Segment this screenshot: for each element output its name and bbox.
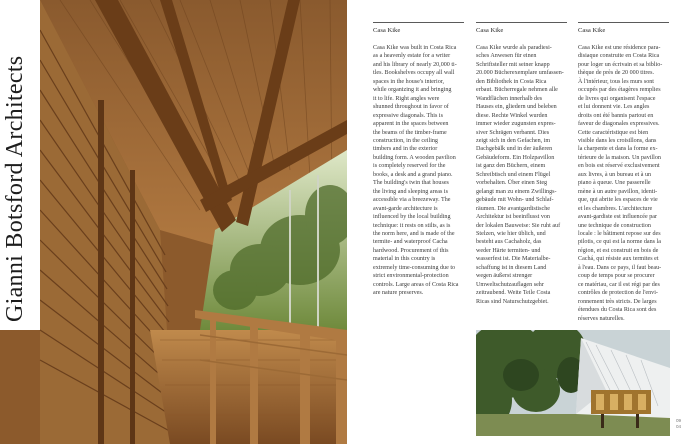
column-english <box>373 22 464 298</box>
column-heading: Casa Kike <box>373 27 401 34</box>
column-body: Casa Kike was built in Costa Rica as a heavenly estate for a writer and his library of nearly 20,000 ti- tles. Bookshelves occupy all wall spaces in the house's interior, while organizing it and bringing it to life. Right angles were shunned throughout in favor of expressive diagonals. This is apparent in the spaces between the beams of the timber-frame construction, in the ceiling timbers and in the exterior building form. A wooden pavilion is completely reserved for the books, a desk and a grand piano. The building's twin that houses the living and sleeping areas is accessible via a breezeway. The avant-garde architecture is influenced by the local building technique: it rests on stilts, as is the norm here, and is made of the termite- and waterproof Cacha hardwood. Procurement of this material in this country is extremely time-consuming due to strict environmental-protection controls. Large areas of Costa Rica are nature preserves. <box>373 45 459 297</box>
column-french <box>578 22 669 323</box>
text-page <box>347 0 694 444</box>
folio-line-1: 09 <box>676 418 682 423</box>
column-rule <box>476 22 567 23</box>
column-german <box>476 22 567 306</box>
column-heading: Casa Kike <box>476 27 504 34</box>
column-body: Casa Kike est une résidence para- disiaque construite en Costa Rica pour loger un écrivain et sa biblio- thèque de près de 20 000 titres. À l'intérieur, tous les murs sont occupés par des étagères remplies de livres qui organisent l'espace et lui donnent vie. Les angles droits ont été bannis partout en faveur de diagonales expressives. Cette caractéristique est bien visible dans les croisillons, dans la charpente et dans la forme ex- térieure de la maison. Un pavillon en bois est réservé exclusivement aux livres, à un bureau et à un piano à queue. Une passerelle mène à un autre pavillon, identi- que, qui abrite les espaces de vie et les chambres. L'architecture avant-gardiste est influencée par une technique de construction locale : le bâtiment repose sur des pilotis, ce qui est la norme dans la région, et est construit en bois de Cachá, qui résiste aux termites et à l'eau. Dans ce pays, il faut beau- coup de temps pour se procurer ce matériau, car il est régi par des contrôles de protection de l'envi- ronnement très stricts. De larges étendues du Costa Rica sont des réserves naturelles. <box>578 45 663 322</box>
folio-line-2: 04 <box>676 424 682 429</box>
column-rule <box>578 22 669 23</box>
exterior-photograph <box>476 330 670 436</box>
column-rule <box>373 22 464 23</box>
column-heading: Casa Kike <box>578 27 606 34</box>
column-body: Casa Kike wurde als paradiesi- sches Anwesen für einen Schriftsteller mit seiner knapp 20.000 Bücherexemplare umfassen- den Bibliothek in Costa Rica erbaut. Bücherregale nehmen alle Wandflächen innerhalb des Hauses ein, gliedern und beleben diese. Rechte Winkel wurden immer wieder zugunsten expres- siver Schrägen verbannt. Dies zeigt sich in den Gefachen, im Dachgebälk und in der äußeren Gebäudeform. Ein Holzpavillon ist ganz den Büchern, einem Schreibtisch und einem Flügel vorbehalten. Über einen Steg gelangt man zu einem Zwillings- gebäude mit Wohn- und Schlaf- räumen. Die avantgardistische Architektur ist beeinflusst von der lokalen Bauweise: Sie ruht auf Stelzen, wie hier üblich, und besteht aus Cachaholz, das weder Härte termiten- und wasserfest ist. Die Materialbe- schaffung ist in diesem Land wegen äußerst strenger Umweltschutzauflagen sehr zeitraubend. Weite Teile Costa Ricas sind Naturschutzgebiet. <box>476 45 564 305</box>
exterior-illustration <box>476 330 670 436</box>
architect-title: Gianni Botsford Architects <box>2 55 28 322</box>
page-folio <box>676 418 681 430</box>
